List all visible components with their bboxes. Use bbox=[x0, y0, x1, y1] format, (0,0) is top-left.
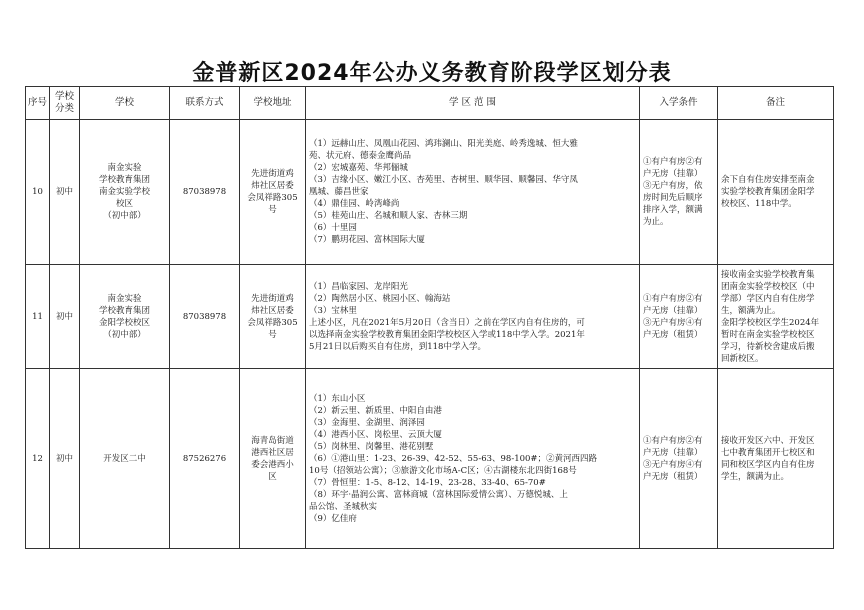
row-remarks bbox=[718, 120, 834, 265]
condition-line: 户无房（挂靠） bbox=[643, 169, 703, 179]
district-line: 以选择南金实验学校教育集团金阳学校校区入学或118中学入学。2021年 bbox=[309, 329, 585, 340]
row-school bbox=[80, 120, 170, 265]
address-line: 港西社区居 bbox=[251, 447, 294, 458]
header-remarks: 备注 bbox=[718, 87, 834, 120]
condition-line: ③无户有房，依 bbox=[643, 181, 703, 191]
remark-line: 学部）学区内自有住房学 bbox=[721, 293, 815, 304]
remark-line: 金阳学校校区学生2024年 bbox=[721, 317, 820, 328]
row-school bbox=[80, 265, 170, 369]
school-name-line: 开发区二中 bbox=[103, 453, 146, 464]
school-name-line: 南金实验 bbox=[107, 293, 142, 304]
remark-line: 回新校区。 bbox=[721, 353, 764, 364]
remark-line: 七中教育集团开七校区和 bbox=[721, 447, 815, 458]
district-line: 凰城、藤昌世家 bbox=[309, 187, 369, 197]
address-line: 先进街道鸡 bbox=[251, 293, 294, 304]
row-district bbox=[306, 120, 640, 265]
district-line: （5）桂苑山庄、名城和顺人家、杏林三期 bbox=[309, 211, 468, 221]
district-line: （3）宝林里 bbox=[309, 305, 357, 316]
row-address bbox=[240, 369, 306, 549]
district-line: （2）宏城嘉苑、华邦俪城 bbox=[309, 163, 408, 173]
district-line: （7）鹏玥花园、富林国际大厦 bbox=[309, 235, 425, 245]
remark-line: 暂时在南金实验学校校区 bbox=[721, 329, 815, 340]
address-line: 先进街道鸡 bbox=[251, 169, 294, 179]
row-type: 初中 bbox=[50, 369, 80, 549]
header-address: 学校地址 bbox=[240, 87, 306, 120]
remark-line: 接收南金实验学校教育集 bbox=[721, 269, 815, 280]
school-name-line: 金阳学校校区 bbox=[98, 317, 150, 328]
header-contact: 联系方式 bbox=[170, 87, 240, 120]
district-line: （2）新云里、新质里、中阳自由港 bbox=[309, 405, 442, 416]
row-address bbox=[240, 120, 306, 265]
row-type: 初中 bbox=[50, 265, 80, 369]
row-district bbox=[306, 265, 640, 369]
district-line: （3）金海里、金湖里、润泽园 bbox=[309, 417, 425, 428]
remark-line: 余下自有住房安排至南金 bbox=[721, 175, 815, 185]
table-row bbox=[26, 120, 834, 265]
header-school: 学校 bbox=[80, 87, 170, 120]
school-name-line: 南金实验学校 bbox=[98, 187, 150, 197]
header-district: 学 区 范 围 bbox=[306, 87, 640, 120]
page-title: 金普新区2024年公办义务教育阶段学区划分表 bbox=[192, 61, 672, 86]
district-line: （1）远赫山庄、凤凰山花园、鸿玮澜山、阳光美庭、岭秀逸城、恒大雅 bbox=[309, 139, 578, 149]
district-line: 苑、状元府、德泰金鹰尚品 bbox=[309, 151, 412, 161]
district-line: 10号（招领站公寓）；③旅游文化市场A-C区；④古湖楼东北四街168号 bbox=[309, 465, 577, 476]
row-school bbox=[80, 369, 170, 549]
address-line: 会凤祥路305 bbox=[247, 317, 298, 328]
table-header-row bbox=[26, 87, 834, 120]
row-address bbox=[240, 265, 306, 369]
address-line: 炜社区居委 bbox=[251, 181, 294, 191]
condition-line: 房时间先后顺序 bbox=[643, 193, 703, 203]
header-conditions: 入学条件 bbox=[640, 87, 718, 120]
school-name-line: 学校教育集团 bbox=[98, 305, 150, 316]
row-seq: 10 bbox=[26, 120, 50, 265]
row-remarks bbox=[718, 265, 834, 369]
remark-line: 学生，额满为止。 bbox=[721, 471, 790, 482]
condition-line: ①有户有房②有 bbox=[643, 293, 703, 304]
district-line: （1）昌临家园、龙岸阳光 bbox=[309, 281, 408, 292]
district-line: （6）十里园 bbox=[309, 223, 357, 233]
condition-line: 户无房（挂靠） bbox=[643, 305, 703, 316]
district-line: 品公馆、圣城秋实 bbox=[309, 501, 378, 512]
condition-line: 排序入学，额满 bbox=[643, 205, 703, 215]
district-line: （9）亿佳府 bbox=[309, 513, 357, 524]
district-line: 上述小区，凡在2021年5月20日（含当日）之前在学区内自有住房的，可 bbox=[309, 317, 585, 328]
district-line: 5月21日以后购买自有住房，到118中学入学。 bbox=[309, 341, 486, 352]
district-line: （4）港西小区、岗松里、云顶大厦 bbox=[309, 429, 442, 440]
district-line: （3）吉缘小区、嫩江小区、杏苑里、杏树里、顺华园、顺馨园、华守凤 bbox=[309, 175, 578, 185]
remark-line: 校校区、118中学。 bbox=[721, 199, 797, 209]
district-line: （5）岗林里、岗馨里、港花别墅 bbox=[309, 441, 434, 452]
school-name-line: 南金实验 bbox=[107, 163, 142, 173]
condition-line: ③无户有房④有 bbox=[643, 317, 703, 328]
school-name-line: （初中部） bbox=[103, 329, 146, 340]
remark-line: 团南金实验学校校区（中 bbox=[721, 281, 815, 292]
address-line: 区 bbox=[268, 471, 277, 482]
remark-line: 生，额满为止。 bbox=[721, 305, 781, 316]
school-name-line: 学校教育集团 bbox=[98, 175, 150, 185]
row-phone: 87526276 bbox=[170, 369, 240, 549]
row-conditions bbox=[640, 369, 718, 549]
remark-line: 接收开发区六中、开发区 bbox=[721, 435, 815, 446]
row-phone: 87038978 bbox=[170, 120, 240, 265]
table-row bbox=[26, 369, 834, 549]
district-line: （7）骨恒里：1-5、8-12、14-19、23-28、33-40、65-70# bbox=[309, 477, 546, 488]
row-phone: 87038978 bbox=[170, 265, 240, 369]
table-row bbox=[26, 265, 834, 369]
row-seq: 11 bbox=[26, 265, 50, 369]
row-conditions bbox=[640, 120, 718, 265]
school-name-line: （初中部） bbox=[103, 211, 146, 221]
condition-line: ①有户有房②有 bbox=[643, 435, 703, 446]
condition-line: 为止。 bbox=[643, 217, 669, 227]
school-name-line: 校区 bbox=[115, 199, 133, 209]
district-line: （8）环宇·晶润公寓、富林商城（富林国际爱情公寓）、万德悦城、上 bbox=[309, 489, 568, 500]
address-line: 委会港西小 bbox=[251, 459, 294, 470]
row-district bbox=[306, 369, 640, 549]
table-body bbox=[26, 120, 834, 549]
district-line: （6）①港山里：1-23、26-39、42-52、55-63、98-100#；②黄河西四路 bbox=[309, 453, 598, 464]
school-district-table bbox=[25, 86, 834, 549]
row-seq: 12 bbox=[26, 369, 50, 549]
condition-line: ③无户有房④有 bbox=[643, 459, 703, 470]
condition-line: 户无房（租赁） bbox=[643, 329, 703, 340]
remark-line: 实验学校教育集团金阳学 bbox=[721, 187, 815, 197]
condition-line: 户无房（挂靠） bbox=[643, 447, 703, 458]
address-line: 会凤祥路305 bbox=[247, 193, 298, 203]
row-conditions bbox=[640, 265, 718, 369]
row-type: 初中 bbox=[50, 120, 80, 265]
remark-line: 同和校区学区内自有住房 bbox=[721, 459, 815, 470]
address-line: 号 bbox=[268, 205, 277, 215]
remark-line: 学习，待新校舍建成后搬 bbox=[721, 341, 815, 352]
condition-line: 户无房（租赁） bbox=[643, 471, 703, 482]
header-seq: 序号 bbox=[26, 87, 50, 120]
district-line: （2）陶然居小区、桃园小区、翰海站 bbox=[309, 293, 451, 304]
address-line: 海青岛街道 bbox=[251, 435, 294, 446]
address-line: 炜社区居委 bbox=[251, 305, 294, 316]
condition-line: ①有户有房②有 bbox=[643, 157, 703, 167]
district-line: （4）鼎佳园、岭湾峰尚 bbox=[309, 199, 400, 209]
header-type: 学校分类 bbox=[50, 87, 80, 120]
district-line: （1）东山小区 bbox=[309, 393, 366, 404]
row-remarks bbox=[718, 369, 834, 549]
address-line: 号 bbox=[268, 329, 277, 340]
